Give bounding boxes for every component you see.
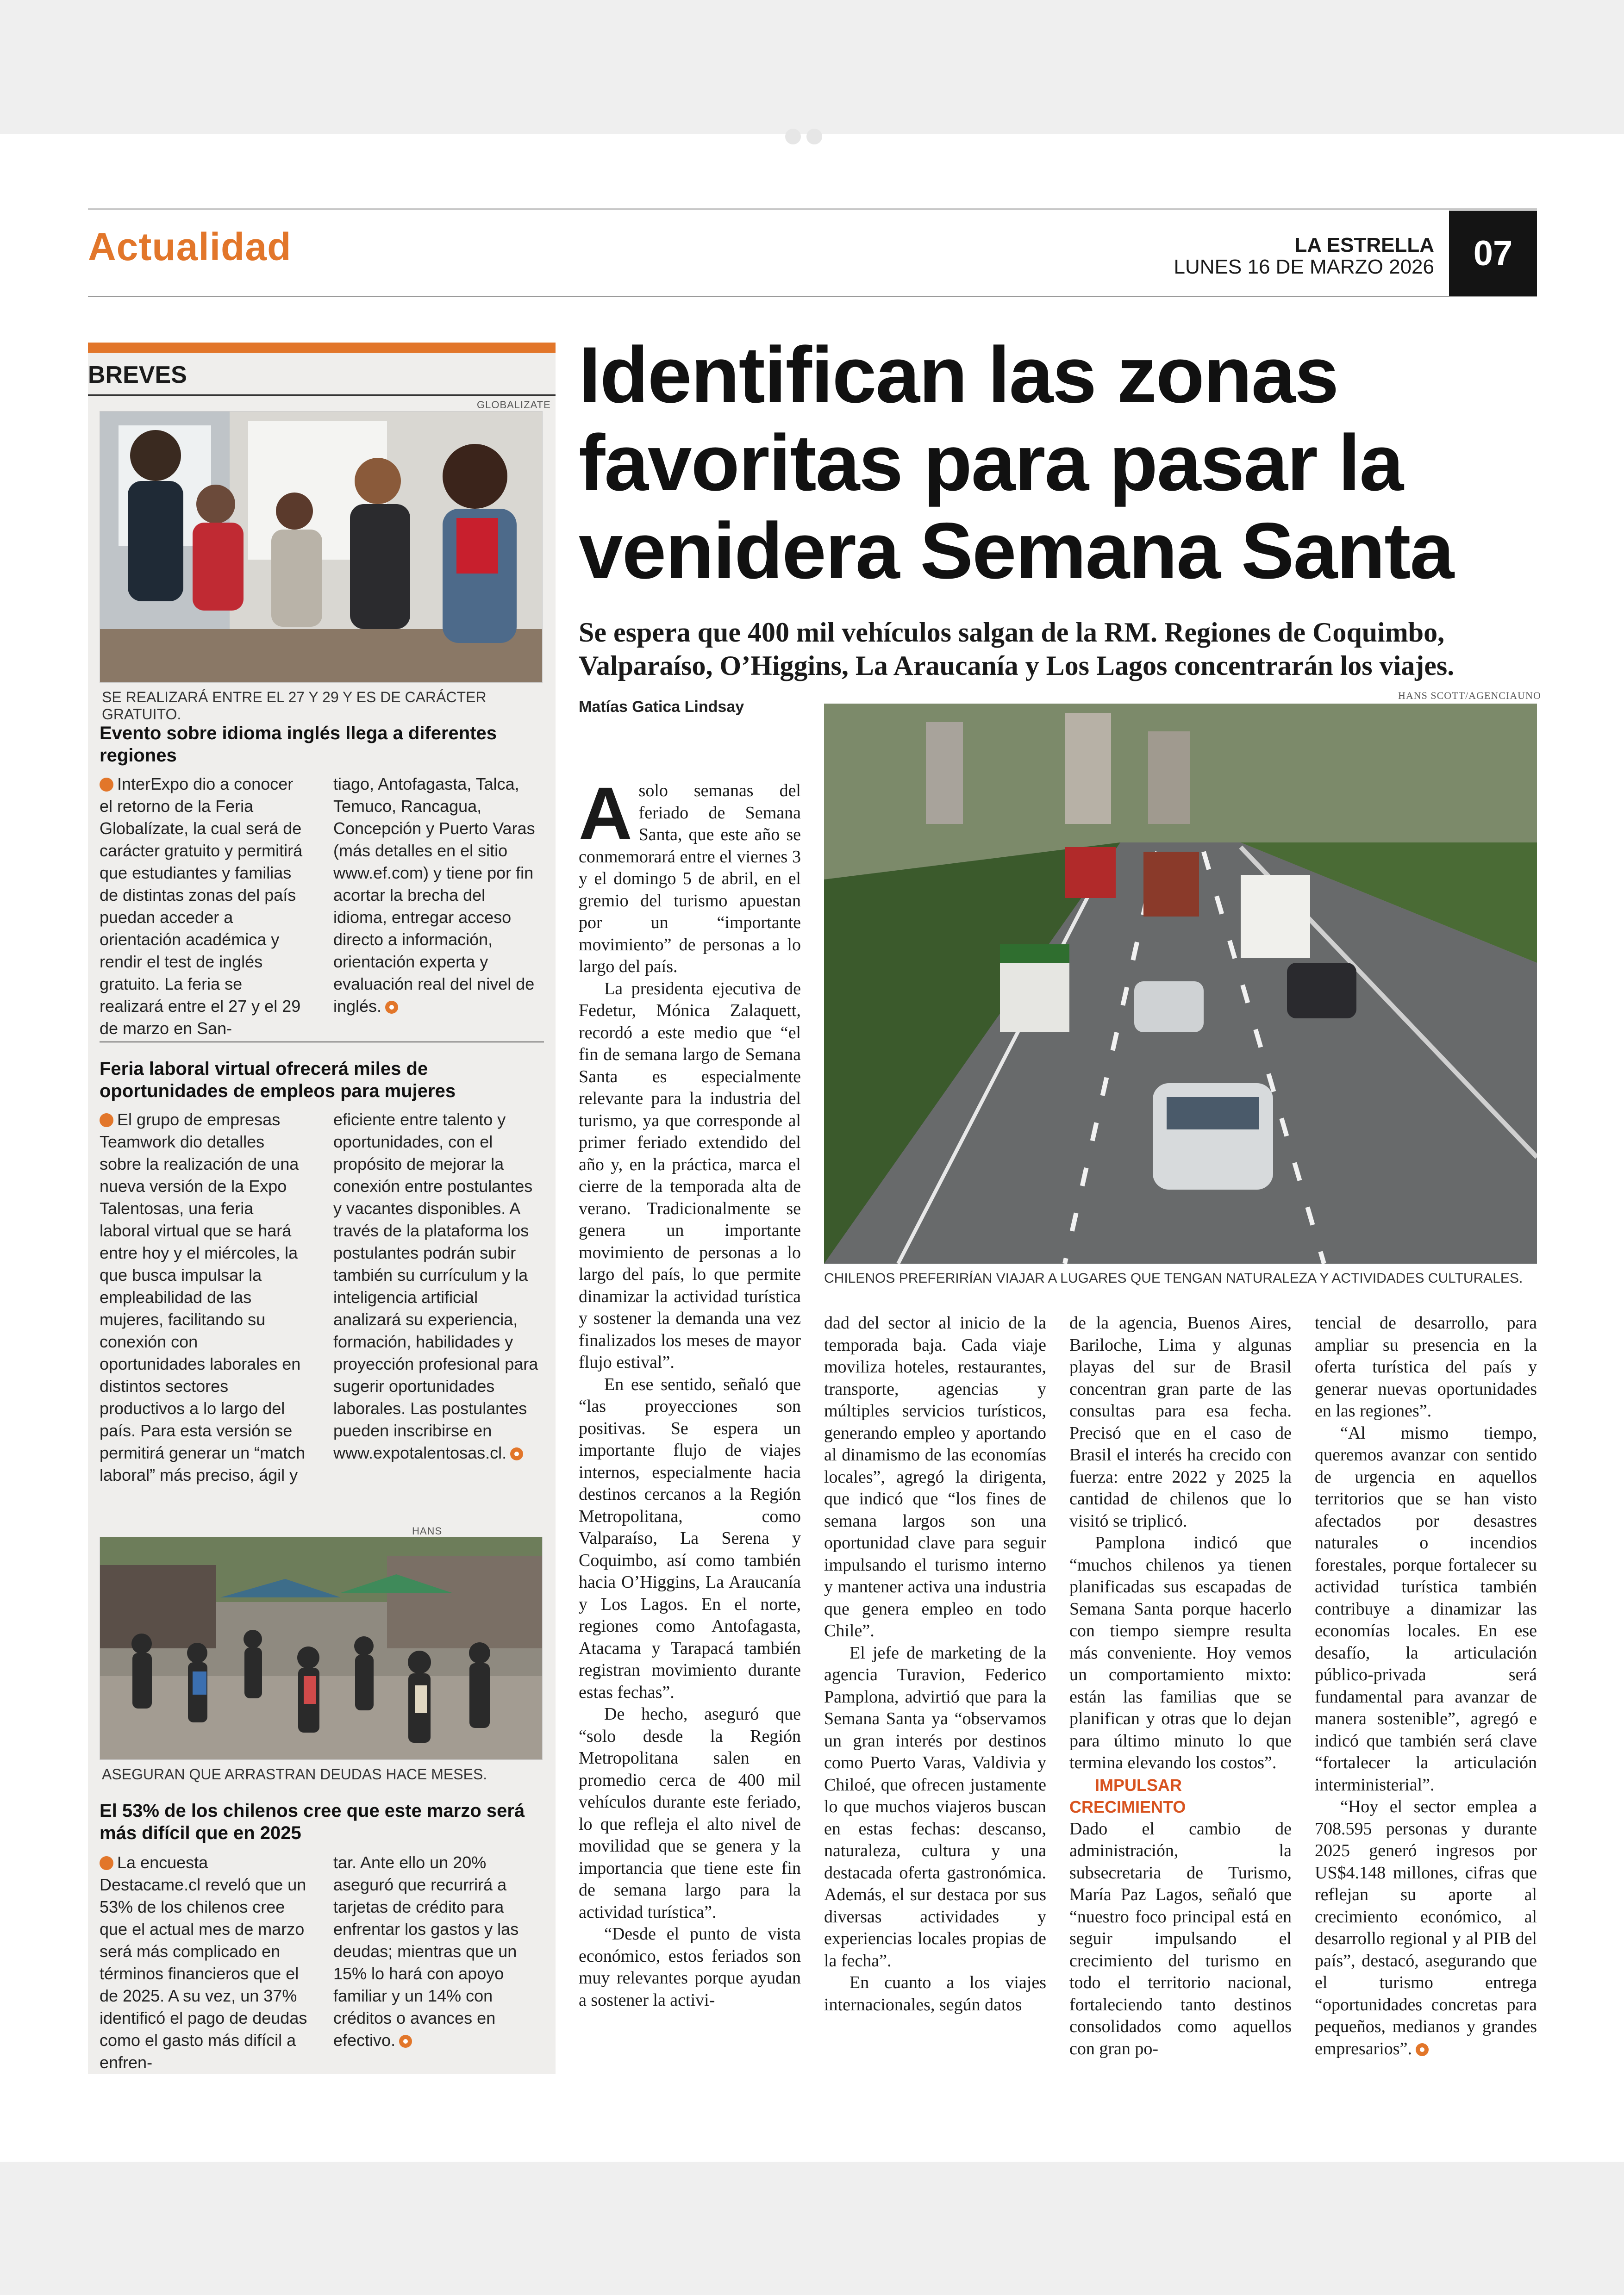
end-mark-icon bbox=[385, 1001, 398, 1014]
brief-divider bbox=[100, 1041, 544, 1042]
brief3-text1: La encuesta Destacame.cl reveló que un 53% de los chilenos cree que el actual mes de marzo será más complicado en términos financieros que el de 2025. A su vez, un 37% identificó el pago de deudas como el gasto más difícil a enfren- bbox=[100, 1853, 307, 2072]
section-title: Actualidad bbox=[88, 225, 292, 268]
end-mark-icon bbox=[399, 2035, 412, 2048]
article-column-1 bbox=[579, 780, 801, 2085]
main-photo-caption: CHILENOS PREFERIRÍAN VIAJAR A LUGARES QUE TENGAN NATURALEZA Y ACTIVIDADES CULTURALES. bbox=[824, 1271, 1523, 1286]
brief3-col1 bbox=[100, 1852, 308, 2074]
article-col3-p3: Dado el cambio de administración, la subsecretaria de Turismo, María Paz Lagos, señaló que “nuestro foco principal está en seguir impulsando el crecimiento del turismo en todo el territorio nacional, fortaleciendo tanto destinos consolidados como aquellos con gran po- bbox=[1069, 1819, 1292, 2058]
brief3-text2: tar. Ante ello un 20% aseguró que recurrirá a tarjetas de crédito para enfrentar los gastos y las deudas; mientras que un 15% lo hará con apoyo familiar y un 14% con créditos o avances en efectivo. bbox=[333, 1853, 519, 2050]
article-col4-p1: tencial de desarrollo, para ampliar su presencia en la oferta turística del país y generar nuevas oportunidades en las regiones”. bbox=[1315, 1313, 1537, 1421]
photo2-credit: HANS bbox=[412, 1525, 443, 1537]
article-column-2 bbox=[824, 1312, 1046, 2085]
article-col4-p2: “Al mismo tiempo, queremos avanzar con sentido de urgencia en aquellos territorios que se han visto afectados por desastres naturales o incendios forestales, porque fortalecer su actividad turística también contribuye a dinamizar las economías locales. En ese desafío, la articulación público-privada será fundamental para avanzar de manera sostenible”, agregó e indicó que también será clave “fortalecer la articulación interministerial”. bbox=[1315, 1423, 1537, 1795]
end-mark-icon bbox=[1416, 2043, 1429, 2056]
students-photo bbox=[100, 411, 543, 683]
subsection-title: IMPULSAR CRECIMIENTO bbox=[1069, 1775, 1186, 1816]
brief1-col1 bbox=[100, 773, 308, 1040]
article-col1-p2: La presidenta ejecutiva de Fedetur, Mónica Zalaquett, recordó a este medio que “el fin de semana largo de Semana Santa es especialmente relevante para la industria del turismo, ya que corresponde al primer feriado extendido del año y, en la práctica, marca el cierre de la temporada alta de verano. Tradicionalmente se genera un importante movimiento de personas a lo largo del país, lo que permite dinamizar la actividad turística y sostener la demanda una vez finalizados los meses de mayor flujo estival”. bbox=[579, 979, 801, 1372]
article-subhead: Se espera que 400 mil vehículos salgan de la RM. Regiones de Coquimbo, Valparaíso, O’Higgins, La Araucanía y Los Lagos concentrarán los viajes. bbox=[579, 617, 1455, 681]
byline: Matías Gatica Lindsay bbox=[579, 698, 744, 716]
newspaper-name: LA ESTRELLA bbox=[1294, 234, 1434, 256]
photo1-caption: SE REALIZARÁ ENTRE EL 27 Y 29 Y ES DE CARÁCTER GRATUITO. bbox=[102, 689, 487, 723]
article-col1-p3: En ese sentido, señaló que “las proyecciones son positivas. Se espera un importante flujo de viajes internos, especialmente hacia destinos cercanos a la Región Metropolitana, como Valparaíso, La Serena y Coquimbo, así como también hacia O’Higgins, La Araucanía y Los Lagos. En el norte, regiones como Antofagasta, Atacama y Tarapacá también registran movimiento durante estas fechas”. bbox=[579, 1374, 801, 1702]
brief3-title: El 53% de los chilenos cree que este marzo será más difícil que en 2025 bbox=[100, 1801, 525, 1843]
header-top-rule bbox=[88, 208, 1537, 210]
breves-sidebar bbox=[88, 343, 556, 2074]
sidebar-accent-bar bbox=[88, 343, 556, 353]
article-col3-p2: Pamplona indicó que “muchos chilenos ya tienen planificadas sus escapadas de Semana Santa porque hacerlo con tiempo siempre resulta más conveniente. Hoy vemos un comportamiento mixto: están las familias que se planifican y otras que lo dejan para último minuto lo que termina elevando los costos”. bbox=[1069, 1533, 1292, 1772]
brief3-col2 bbox=[333, 1852, 542, 2052]
brief1-text1: InterExpo dio a conocer el retorno de la Feria Globalízate, la cual será de carácter gratuito y permitirá que estudiantes y familias de distintas zonas del país puedan acceder a orientación académica y rendir el test de inglés gratuito. La feria se realizará entre el 27 y el 29 de marzo en San- bbox=[100, 774, 303, 1038]
article-column-4 bbox=[1315, 1312, 1537, 2085]
street-crowd-photo bbox=[100, 1537, 543, 1760]
photo1-credit: GLOBALIZATE bbox=[477, 399, 551, 411]
sidebar-rule bbox=[88, 394, 556, 396]
main-photo-credit: HANS SCOTT/AGENCIAUNO bbox=[1398, 690, 1541, 701]
article-col4-p3-text: “Hoy el sector emplea a 708.595 personas y durante 2025 generó ingresos por US$4.148 millones, cifras que reflejan su aporte al crecimiento económico, al desarrollo regional y al PIB del país”, destacó, asegurando que el turismo entrega “oportunidades concretas para pequeños, medianos y grandes empresarios”. bbox=[1315, 1797, 1537, 2058]
bullet-icon bbox=[100, 1113, 113, 1127]
brief1-col2 bbox=[333, 773, 542, 1017]
article-col2-p1: dad del sector al inicio de la temporada baja. Cada viaje moviliza hoteles, restaurantes, transporte, agencias y múltiples servicios turísticos, generando empleo y aportando al dinamismo de las economías locales”, agregó la dirigenta, que indicó que “los fines de semana largos son una oportunidad clave para seguir impulsando el turismo interno y mantener activa una industria que genera empleo en todo Chile”. bbox=[824, 1313, 1046, 1640]
students-illustration bbox=[100, 412, 542, 682]
article-col2-p3: En cuanto a los viajes internacionales, según datos bbox=[824, 1973, 1046, 2014]
brief1-title: Evento sobre idioma inglés llega a diferentes regiones bbox=[100, 723, 497, 766]
brief2-col1 bbox=[100, 1109, 308, 1486]
photo2-caption: ASEGURAN QUE ARRASTRAN DEUDAS HACE MESES. bbox=[102, 1766, 487, 1783]
sidebar-label: BREVES bbox=[88, 362, 187, 388]
brief2-text1: El grupo de empresas Teamwork dio detalles sobre la realización de una nueva versión de la Expo Talentosas, una feria laboral virtual que se hará entre hoy y el miércoles, la que busca impulsar la empleabilidad de las mujeres, facilitando su conexión con oportunidades laborales en distintos sectores productivos a lo largo del país. Para esta versión se permitirá generar un “match laboral” más preciso, ágil y bbox=[100, 1110, 306, 1484]
article-col1-p4: De hecho, aseguró que “solo desde la Región Metropolitana salen en promedio cerca de 400 mil vehículos durante este feriado, lo que refleja el alto nivel de movilidad que se genera y la importancia que tiene este fin de semana largo para la actividad turística”. bbox=[579, 1704, 801, 1922]
crowd-illustration bbox=[100, 1537, 542, 1759]
article-headline: Identifican las zonas favoritas para pasar la venidera Semana Santa bbox=[579, 331, 1454, 595]
highway-illustration bbox=[824, 704, 1537, 1264]
article-column-3 bbox=[1069, 1312, 1292, 2085]
brief1-text2: tiago, Antofagasta, Talca, Temuco, Rancagua, Concepción y Puerto Varas (más detalles en el sitio www.ef.com) y tiene por fin acortar la brecha del idioma, entregar acceso directo a información, orientación experta y evaluación real del nivel de inglés. bbox=[333, 774, 535, 1016]
highway-photo bbox=[824, 704, 1537, 1264]
article-col4-p3 bbox=[1315, 1796, 1537, 2060]
header-bottom-rule bbox=[88, 296, 1537, 297]
issue-date: LUNES 16 DE MARZO 2026 bbox=[1174, 256, 1434, 278]
end-mark-icon bbox=[510, 1447, 523, 1460]
article-col1-p1 bbox=[579, 780, 801, 978]
brief2-col2 bbox=[333, 1109, 542, 1464]
page-number: 07 bbox=[1449, 211, 1537, 296]
bullet-icon bbox=[100, 1856, 113, 1870]
pager-dots bbox=[782, 129, 829, 143]
article-col1-p5: “Desde el punto de vista económico, estos feriados son muy relevantes porque ayudan a sostener la activi- bbox=[579, 1924, 801, 2010]
dropcap: A bbox=[579, 780, 632, 854]
bullet-icon bbox=[100, 778, 113, 792]
article-col3-p1: de la agencia, Buenos Aires, Bariloche, Lima y algunas playas del sur de Brasil concentran gran parte de las consultas para esa fecha. Precisó que en el caso de Brasil el interés ha crecido con fuerza: entre 2022 y 2025 la cantidad de chilenos que lo visitó se triplicó. bbox=[1069, 1313, 1292, 1531]
brief2-title: Feria laboral virtual ofrecerá miles de oportunidades de empleos para mujeres bbox=[100, 1059, 456, 1101]
brief2-text2: eficiente entre talento y oportunidades, con el propósito de mejorar la conexión entre postulantes y vacantes disponibles. A través de la plataforma los postulantes podrán subir también su currículum y la inteligencia artificial analizará su experiencia, formación, habilidades y proyección profesional para sugerir oportunidades laborales. Las postulantes pueden inscribirse en www.expotalentosas.cl. bbox=[333, 1110, 538, 1462]
article-col1-p1-text: solo semanas del feriado de Semana Santa, que este año se conmemorará entre el viernes 3 y el domingo 5 de abril, en el gremio del turismo apuestan por un “importante movimiento” de personas a lo largo del país. bbox=[579, 781, 801, 976]
article-col2-p2: El jefe de marketing de la agencia Turavion, Federico Pamplona, advirtió que para la Semana Santa ya “observamos un gran interés por destinos como Puerto Varas, Valdivia y Chiloé, que ofrecen justamente lo que muchos viajeros buscan en estas fechas: descanso, naturaleza, cultura y una destacada oferta gastronómica. Además, el sur destaca por sus diversas actividades y experiencias locales propias de la fecha”. bbox=[824, 1643, 1046, 1971]
